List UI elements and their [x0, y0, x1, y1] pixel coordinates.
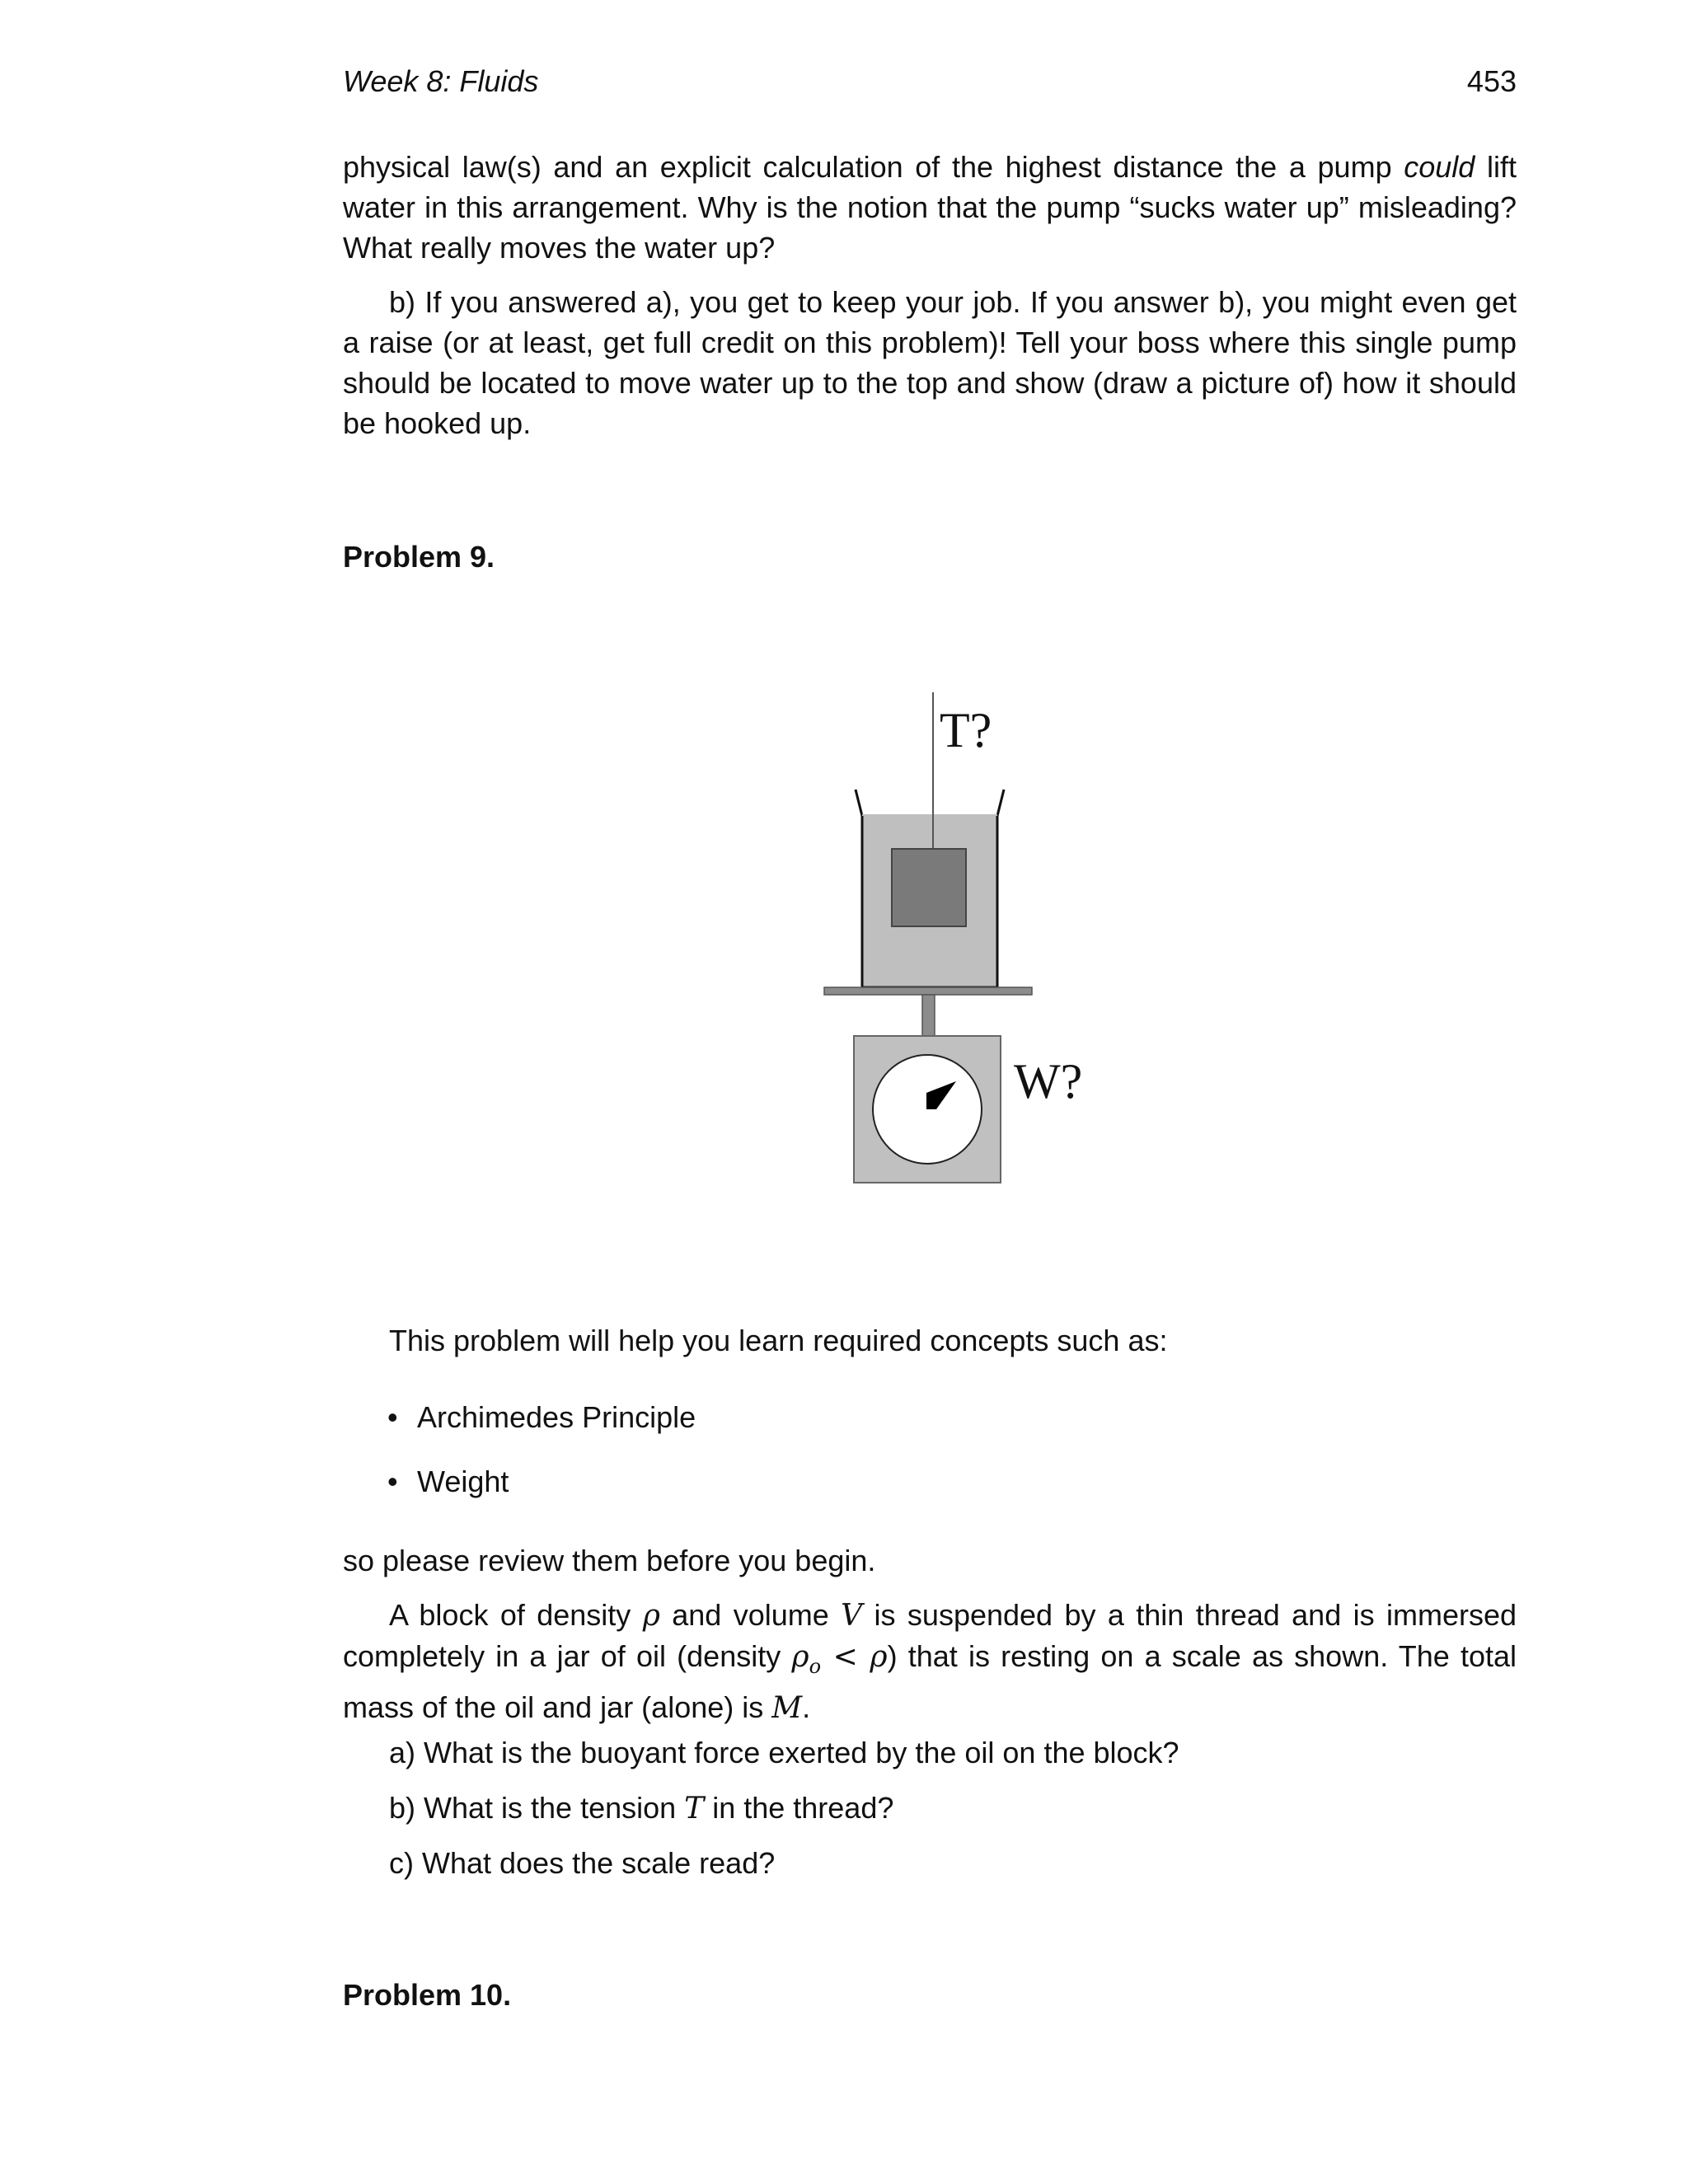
- running-header: Week 8: Fluids: [343, 64, 539, 98]
- question-b-text: b) What is the tension: [389, 1791, 685, 1825]
- body-text: .: [802, 1690, 811, 1724]
- problem-10-title: Problem 10.: [343, 1978, 512, 2012]
- symbol-tension: T: [684, 1792, 705, 1825]
- page-number: 453: [1466, 64, 1517, 98]
- problem-9-title: Problem 9.: [343, 540, 495, 574]
- intro-emphasis: could: [1404, 150, 1475, 184]
- intro-paragraph-2: [343, 282, 1517, 443]
- intro-text-b: lift water in this arrangement. Why is the notion that the pump “sucks water up” misleading? What really moves the water up?: [343, 150, 1517, 265]
- intro-text-p2: b) If you answered a), you get to keep your job. If you answer b), you might even get a raise (or at least, get full credit on this problem)! Tell your boss where this single pump should be located to move water up to the top and show (draw a picture of) how it should be hooked up.: [343, 285, 1517, 440]
- body-text: A block of density: [389, 1598, 643, 1632]
- symbol-less-than: <: [821, 1640, 870, 1674]
- concept-label: Weight: [417, 1465, 509, 1498]
- concepts-list: [387, 1397, 696, 1526]
- bullet-icon: •: [387, 1465, 398, 1498]
- symbol-rho-oil: ρ: [791, 1640, 809, 1674]
- intro-text-a: physical law(s) and an explicit calculation of the highest distance the a pump: [343, 150, 1404, 184]
- jar-lip-right: [997, 790, 1004, 816]
- symbol-rho: ρ: [642, 1599, 660, 1633]
- concept-item: [387, 1397, 696, 1461]
- question-c: c) What does the scale read?: [389, 1846, 776, 1880]
- concept-item: [387, 1461, 696, 1526]
- problem-9-figure: [816, 684, 1113, 1195]
- block: [892, 849, 966, 926]
- scale-plate: [824, 987, 1032, 995]
- tension-label: T?: [940, 703, 992, 757]
- intro-paragraph-1: [343, 147, 1517, 268]
- symbol-rho: ρ: [870, 1640, 888, 1674]
- body-text: and volume: [659, 1598, 842, 1632]
- weight-label: W?: [1014, 1054, 1083, 1108]
- problem-9-body: [343, 1595, 1517, 1728]
- concept-label: Archimedes Principle: [417, 1400, 696, 1434]
- symbol-mass: M: [771, 1691, 803, 1725]
- body-text: ) that is resting on a scale as shown. The total mass of the oil and jar (alone) is: [343, 1639, 1517, 1724]
- question-b: [389, 1788, 893, 1829]
- concepts-outro: so please review them before you begin.: [343, 1544, 876, 1577]
- question-a: a) What is the buoyant force exerted by the oil on the block?: [389, 1736, 1179, 1769]
- question-b-text: in the thread?: [704, 1791, 894, 1825]
- jar-lip-left: [856, 790, 862, 816]
- symbol-subscript-o: o: [809, 1655, 822, 1678]
- concepts-intro: This problem will help you learn required concepts such as:: [389, 1324, 1168, 1357]
- body-text: is suspended by a thin thread and is immersed completely in a jar of oil (density: [343, 1598, 1517, 1673]
- symbol-volume: V: [841, 1599, 863, 1633]
- bullet-icon: •: [387, 1400, 398, 1434]
- scale-post: [922, 995, 935, 1036]
